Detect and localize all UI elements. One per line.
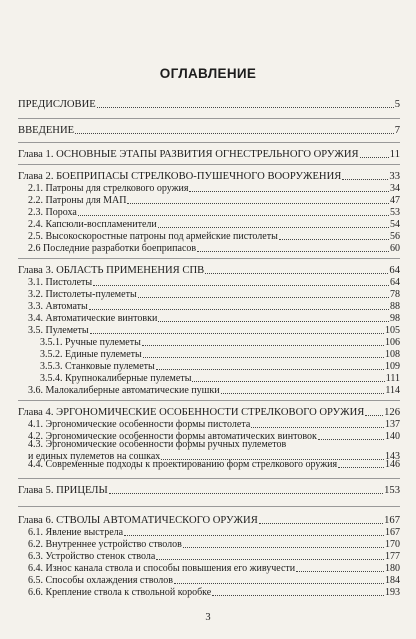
section-divider [18,118,400,119]
section-divider [18,400,400,401]
toc-entry-page: 108 [385,349,400,360]
toc-entry-page: 143 [385,450,400,462]
toc-entry-page: 111 [385,373,400,384]
toc-entry-page: 78 [390,289,400,300]
toc-entry-title: Глава 3. ОБЛАСТЬ ПРИМЕНЕНИЯ СПВ [18,265,205,276]
toc-entry[interactable] [18,288,400,300]
toc-entry-page: 126 [384,407,400,418]
toc-entry[interactable] [18,206,400,218]
dot-leader [90,332,384,334]
dot-leader [192,380,384,382]
toc-entry[interactable] [18,574,400,586]
toc-entry-title: 6.4. Износ канала ствола и способы повышения его живучести [28,563,296,574]
toc-entry[interactable] [18,98,400,110]
dot-leader [296,570,384,572]
toc-entry[interactable] [18,276,400,288]
toc-entry-title: 2.3. Пороха [28,207,77,218]
section-divider [18,164,400,165]
dot-leader [205,272,388,274]
toc-entry[interactable] [18,526,400,538]
toc-entry[interactable] [18,148,400,160]
toc-entry-page: 180 [385,563,400,574]
dot-leader [109,492,383,494]
dot-leader [97,106,394,108]
toc-entry-page: 137 [385,419,400,430]
toc-entry[interactable] [18,360,400,372]
dot-leader [279,238,389,240]
dot-leader [342,178,388,180]
dot-leader [93,284,389,286]
toc-entry-page: 184 [385,575,400,586]
section-divider [18,478,400,479]
dot-leader [78,214,389,216]
toc-entry-title: 2.6 Последние разработки боеприпасов [28,243,197,254]
dot-leader [138,296,389,298]
toc-entry-page: 56 [390,231,400,242]
toc-entry[interactable] [18,170,400,182]
toc-entry-title: 4.2. Эргономические особенности формы автоматических винтовок [28,431,317,442]
toc-entry-title: Глава 4. ЭРГОНОМИЧЕСКИЕ ОСОБЕННОСТИ СТРЕЛКОВОГО ОРУЖИЯ [18,407,365,418]
page-title: ОГЛАВЛЕНИЕ [159,66,257,81]
dot-leader [251,426,384,428]
toc-entry[interactable] [18,372,400,384]
toc-entry-title: 3.5.3. Станковые пулеметы [40,361,155,372]
dot-leader [174,582,384,584]
dot-leader [142,344,384,346]
toc-entry[interactable] [18,562,400,574]
toc-entry-page: 5 [394,99,400,110]
toc-entry-title: 3.5.1. Ручные пулеметы [40,337,141,348]
toc-entry-page: 54 [390,219,400,230]
dot-leader [143,356,384,358]
toc-entry-title: 4.4. Современные подходы к проектированию форм стрелкового оружия [28,459,338,470]
section-divider [18,506,400,507]
dot-leader [189,190,389,192]
dot-leader [183,546,384,548]
toc-entry-title: 2.5. Высокоскоростные патроны под армейские пистолеты [28,231,278,242]
dot-leader [221,392,385,394]
toc-entry-title: 4.1. Эргономические особенности формы пистолета [28,419,251,430]
toc-entry-page: 109 [385,361,400,372]
toc-entry-title-cont: и единых пулеметов на сошках [28,450,161,462]
toc-entry[interactable] [18,538,400,550]
toc-entry-title: 6.5. Способы охлаждения стволов [28,575,173,586]
dot-leader [89,308,389,310]
dot-leader [360,156,389,158]
toc-entry-page: 105 [385,325,400,336]
toc-entry-title: 6.2. Внутреннее устройство стволов [28,539,182,550]
toc-entry[interactable] [18,348,400,360]
toc-entry-title: Глава 1. ОСНОВНЫЕ ЭТАПЫ РАЗВИТИЯ ОГНЕСТРЕЛЬНОГО ОРУЖИЯ [18,149,359,160]
toc-entry[interactable] [28,439,400,462]
toc-entry-title: 3.3. Автоматы [28,301,88,312]
toc-entry-page: 98 [390,313,400,324]
toc-entry-page: 170 [385,539,400,550]
toc-entry-page: 153 [384,485,400,496]
toc-entry-title: 4.3. Эргономические особенности формы ручных пулеметов [28,439,287,450]
toc-entry-page: 34 [390,183,400,194]
toc-entry[interactable] [18,194,400,206]
toc-entry-title: 3.6. Малокалиберные автоматические пушки [28,385,220,396]
toc-entry-title: 2.1. Патроны для стрелкового оружия [28,183,189,194]
toc-entry-title: 3.4. Автоматические винтовки [28,313,158,324]
toc-entry[interactable] [18,242,400,254]
toc-entry-page: 88 [390,301,400,312]
toc-entry-title: 3.1. Пистолеты [28,277,93,288]
dot-leader [156,558,384,560]
toc-entry-page: 167 [384,515,400,526]
toc-entry[interactable] [18,384,400,396]
toc-entry-page: 60 [390,243,400,254]
toc-entry-title: Глава 5. ПРИЦЕЛЫ [18,485,108,496]
toc-entry[interactable] [18,300,400,312]
toc-entry-page: 146 [385,459,400,470]
dot-leader [158,320,389,322]
toc-entry-title: 2.2. Патроны для МАП [28,195,127,206]
dot-leader [197,250,389,252]
toc-entry[interactable] [18,324,400,336]
dot-leader [365,414,383,416]
page-number: 3 [205,612,211,623]
toc-entry-page: 53 [390,207,400,218]
toc-entry-page: 47 [390,195,400,206]
toc-entry[interactable] [18,406,400,418]
toc-entry-title: 3.5.4. Крупнокалиберные пулеметы [40,373,192,384]
toc-entry[interactable] [18,182,400,194]
toc-entry[interactable] [18,312,400,324]
toc-entry-title: 6.1. Явление выстрела [28,527,124,538]
toc-entry-title: 2.4. Капсюли-воспламенители [28,219,157,230]
toc-entry-title: 3.5.2. Единые пулеметы [40,349,142,360]
toc-entry-title: 3.2. Пистолеты-пулеметы [28,289,137,300]
dot-leader [158,226,389,228]
toc-entry[interactable] [18,124,400,136]
toc-entry-page: 64 [390,277,400,288]
dot-leader [127,202,389,204]
toc-entry[interactable] [18,336,400,348]
dot-leader [161,458,384,460]
toc-entry-page: 114 [385,385,400,396]
toc-entry[interactable] [18,418,400,430]
toc-entry-page: 177 [385,551,400,562]
dot-leader [124,534,384,536]
dot-leader [338,466,384,468]
toc-entry[interactable] [18,230,400,242]
toc-entry-title: Глава 6. СТВОЛЫ АВТОМАТИЧЕСКОГО ОРУЖИЯ [18,515,258,526]
toc-entry[interactable] [18,514,400,526]
toc-entry-page: 7 [394,125,400,136]
toc-entry-title: 6.3. Устройство стенок ствола [28,551,156,562]
toc-entry[interactable] [18,484,400,496]
toc-entry-page: 106 [385,337,400,348]
section-divider [18,142,400,143]
toc-entry-title: Глава 2. БОЕПРИПАСЫ СТРЕЛКОВО-ПУШЕЧНОГО ВООРУЖЕНИЯ [18,171,342,182]
toc-entry-page: 140 [385,431,400,442]
toc-entry-title: ВВЕДЕНИЕ [18,125,75,136]
toc-entry-title: 3.5. Пулеметы [28,325,89,336]
toc-entry[interactable] [18,264,400,276]
toc-entry-page: 33 [389,171,400,182]
dot-leader [212,594,384,596]
toc-entry-title: 6.6. Крепление ствола к ствольной коробке [28,587,212,598]
toc-entry[interactable] [18,586,400,598]
toc-entry-page: 64 [389,265,400,276]
toc-entry-page: 11 [389,149,400,160]
toc-entry[interactable] [18,218,400,230]
dot-leader [75,132,394,134]
toc-entry-page: 167 [385,527,400,538]
toc-entry[interactable] [18,550,400,562]
dot-leader [156,368,384,370]
toc-entry-page: 193 [385,587,400,598]
toc-entry-title: ПРЕДИСЛОВИЕ [18,99,96,110]
section-divider [18,258,400,259]
dot-leader [259,522,383,524]
